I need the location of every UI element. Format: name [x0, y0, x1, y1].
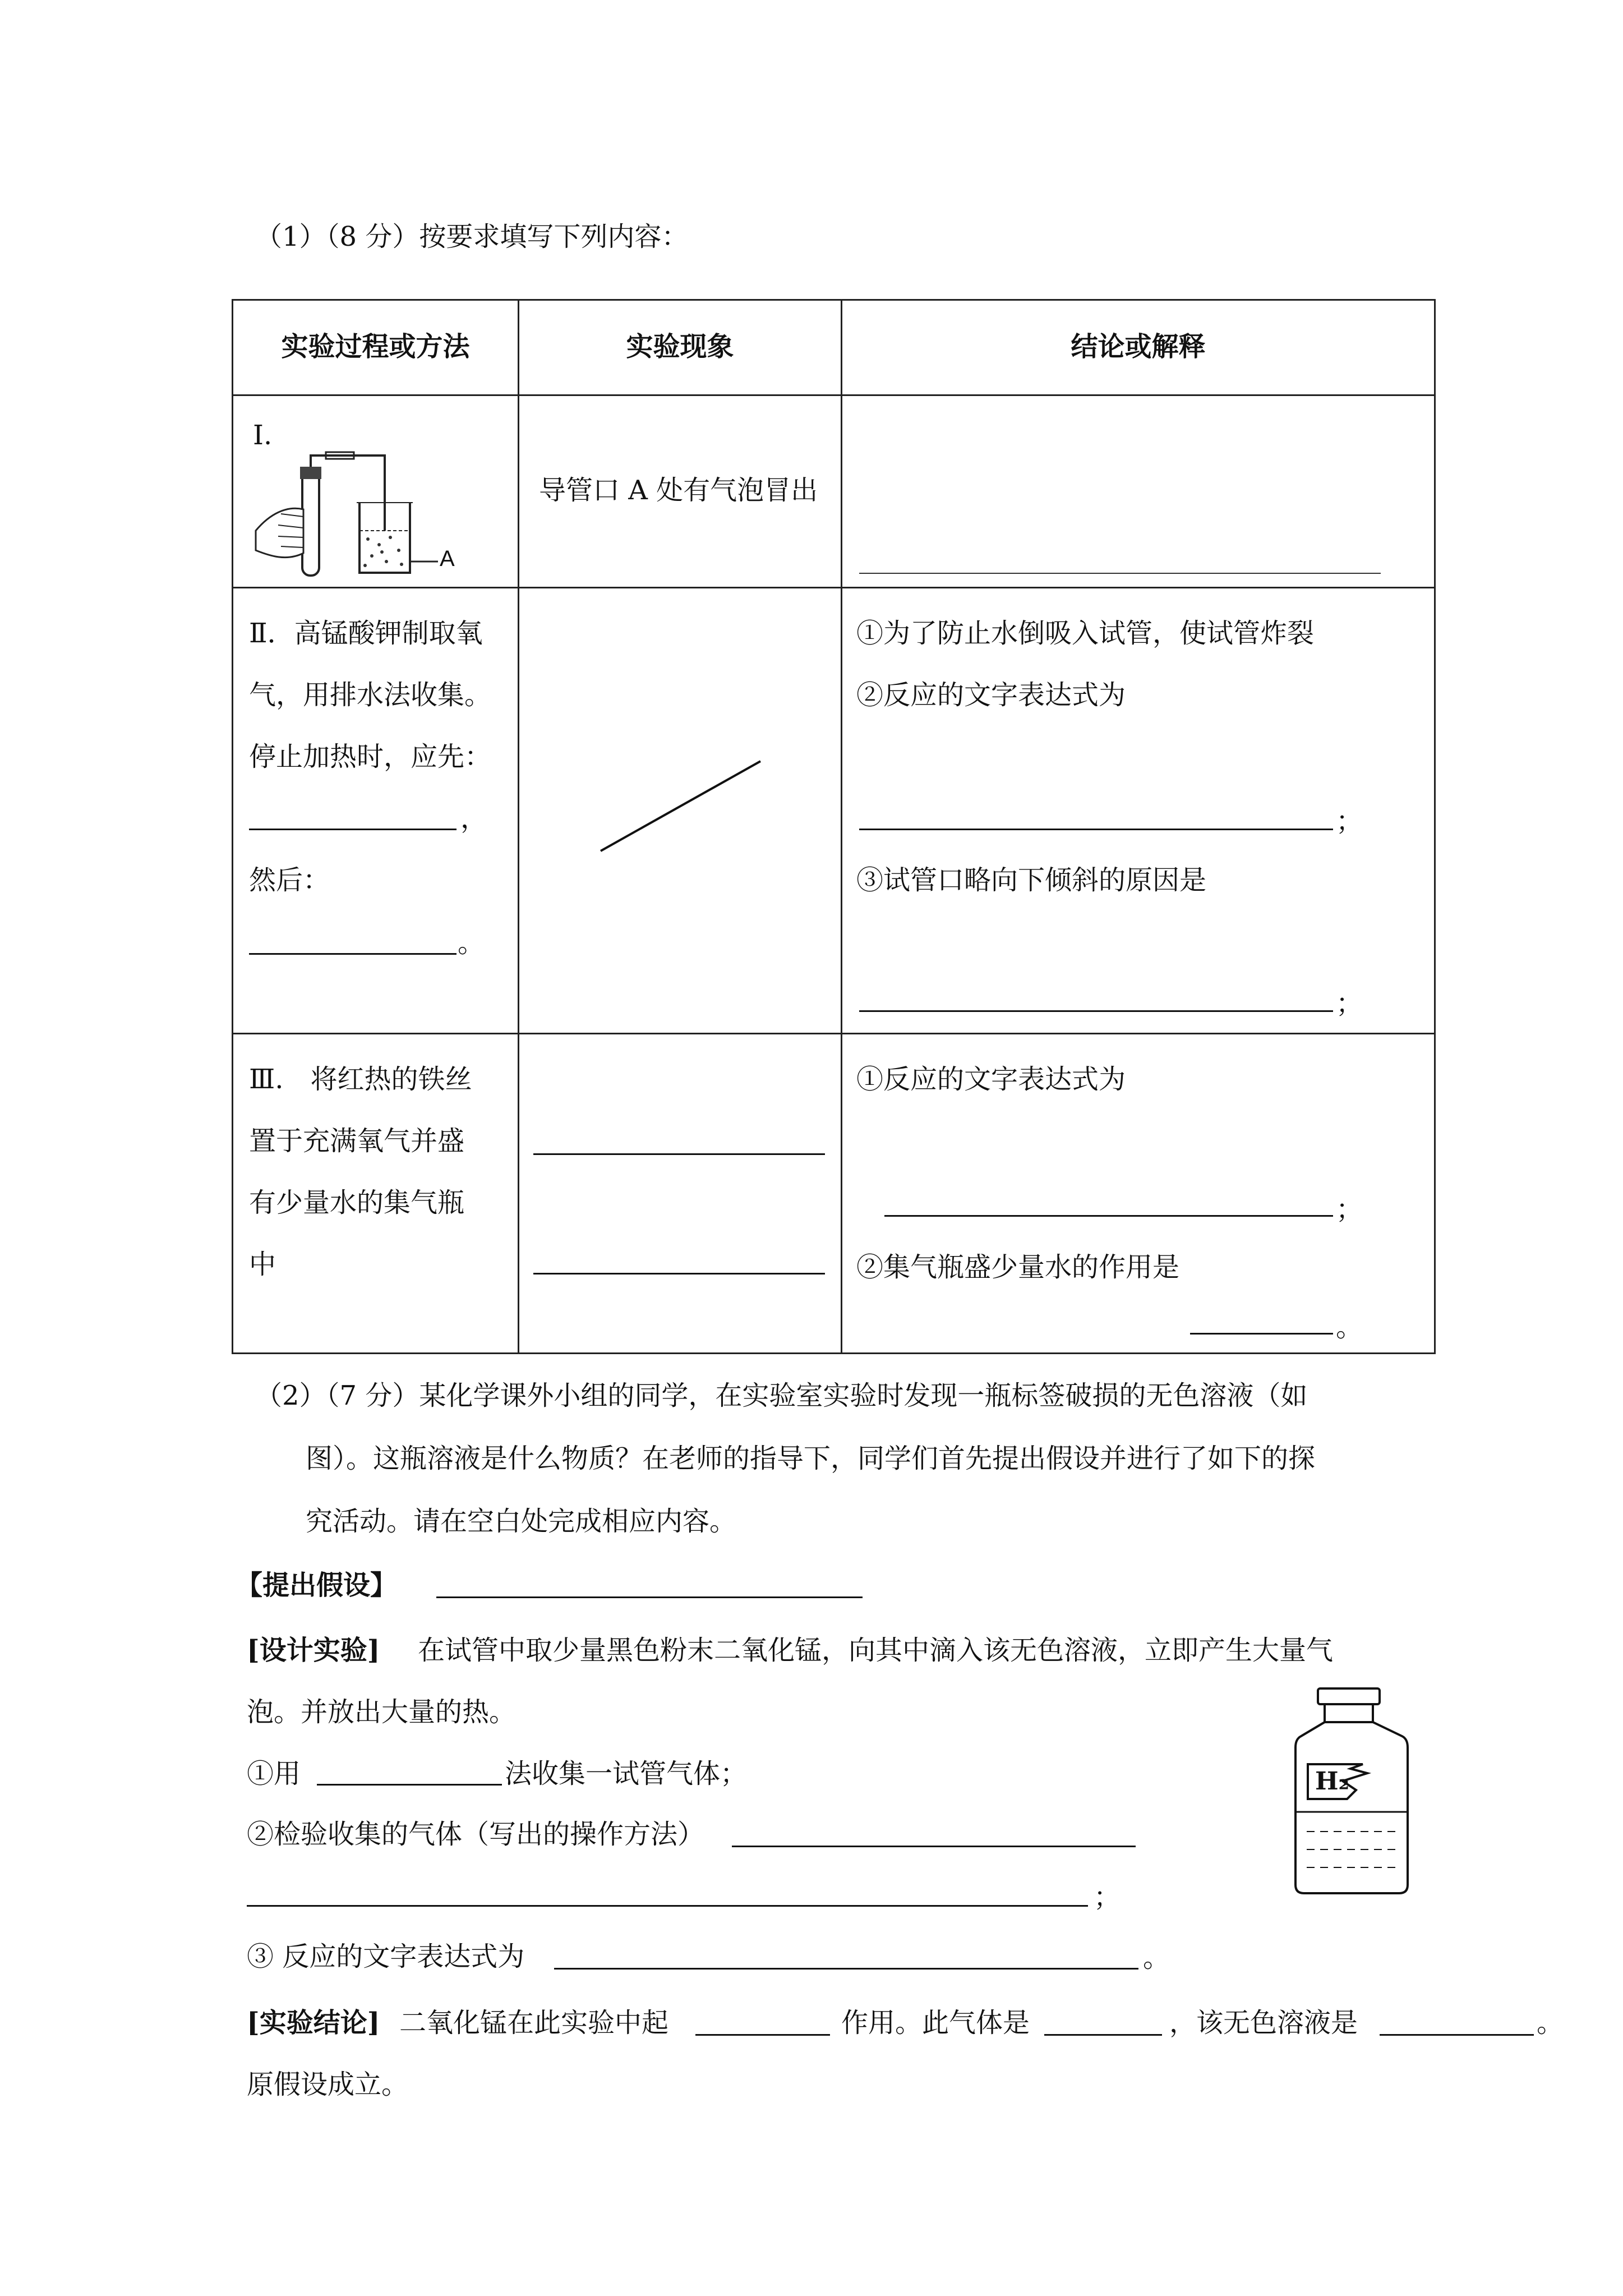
row2-period: 。 — [458, 927, 485, 959]
conclusion-part-b: 作用。此气体是 — [841, 2007, 1030, 2039]
design-text-1: 在试管中取少量黑色粉末二氧化锰，向其中滴入该无色溶液，立即产生大量气 — [418, 1635, 1334, 1666]
conclusion-label: [实验结论] — [247, 2007, 380, 2039]
design-label: [设计实验] — [247, 1635, 380, 1666]
experiment-table — [232, 299, 1436, 1354]
bottle-label-text: H₂ — [1315, 1767, 1349, 1796]
solution-name-blank[interactable] — [1380, 2034, 1534, 2036]
table-row — [233, 395, 1435, 588]
gas-test-blank-2[interactable] — [247, 1905, 1088, 1907]
hypothesis-blank[interactable] — [436, 1596, 863, 1598]
row3-equation-blank[interactable] — [884, 1215, 1333, 1217]
row2-first-step-blank[interactable] — [249, 829, 457, 830]
step1-prefix: ①用 — [247, 1758, 301, 1789]
row3-phenomenon-blank-2[interactable] — [533, 1273, 825, 1274]
row1-label: Ⅰ. — [253, 420, 273, 451]
gas-tightness-apparatus-diagram — [247, 447, 466, 581]
row1-conclusion-blank[interactable] — [859, 573, 1381, 574]
row3-method-line1: Ⅲ. 将红热的铁丝 — [249, 1064, 472, 1095]
row3-phenomenon-blank-1[interactable] — [533, 1153, 825, 1155]
row3-semicolon: ； — [1336, 1194, 1363, 1225]
row2-conclusion-line1: ①为了防止水倒吸入试管，使试管炸裂 — [856, 618, 1315, 649]
mno2-role-blank[interactable] — [695, 2034, 830, 2036]
row1-phenomenon: 导管口 A 处有气泡冒出 — [539, 475, 818, 506]
table-header-row — [233, 300, 1435, 395]
row3-conclusion-line2: ②集气瓶盛少量水的作用是 — [856, 1251, 1180, 1283]
row3-water-purpose-blank[interactable] — [1190, 1333, 1333, 1335]
hypothesis-label: 【提出假设】 — [236, 1570, 398, 1601]
part2-intro-line2: 图）。这瓶溶液是什么物质？在老师的指导下，同学们首先提出假设并进行了如下的探 — [306, 1443, 1316, 1474]
row2-method-line1: Ⅱ．高锰酸钾制取氧 — [249, 618, 483, 649]
row3-method-line4: 中 — [249, 1249, 276, 1280]
step1-suffix: 法收集一试管气体； — [505, 1758, 748, 1789]
step3-period: 。 — [1143, 1942, 1170, 1973]
row2-method-line3: 停止加热时，应先： — [249, 741, 492, 772]
row2-method-then: 然后： — [249, 864, 330, 896]
table-row — [233, 1034, 1435, 1354]
row2-reason-blank[interactable] — [859, 1010, 1333, 1012]
header-conclusion: 结论或解释 — [1071, 331, 1206, 362]
collection-method-blank[interactable] — [317, 1784, 502, 1786]
part2-intro-line1: （2）（7 分）某化学课外小组的同学，在实验室实验时发现一瓶标签破损的无色溶液（如 — [255, 1380, 1308, 1411]
row2-equation-blank[interactable] — [859, 829, 1333, 830]
conclusion-part-c: ，该无色溶液是 — [1169, 2007, 1358, 2039]
row3-conclusion-line1: ①反应的文字表达式为 — [856, 1064, 1126, 1095]
step2-text: ②检验收集的气体（写出的操作方法） — [247, 1819, 705, 1850]
row2-method-line2: 气，用排水法收集。 — [249, 679, 492, 711]
header-method: 实验过程或方法 — [281, 331, 470, 362]
row3-method-line3: 有少量水的集气瓶 — [249, 1187, 465, 1218]
header-phenomenon: 实验现象 — [626, 331, 734, 362]
gas-test-blank-1[interactable] — [732, 1846, 1136, 1847]
row2-conclusion-line2: ②反应的文字表达式为 — [856, 679, 1126, 711]
part1-heading: （1）（8 分）按要求填写下列内容： — [255, 221, 689, 252]
step2-semicolon: ； — [1094, 1881, 1121, 1913]
row3-period: 。 — [1336, 1312, 1363, 1343]
step3-text: ③ 反应的文字表达式为 — [247, 1941, 525, 1972]
row2-comma: ， — [460, 803, 488, 834]
row2-conclusion-line3: ③试管口略向下倾斜的原因是 — [856, 864, 1207, 896]
reagent-bottle-illustration — [1284, 1686, 1419, 1899]
row2-semicolon-1: ； — [1336, 806, 1363, 837]
part2-intro-line3: 究活动。请在空白处完成相应内容。 — [306, 1506, 737, 1537]
row3-method-line2: 置于充满氧气并盛 — [249, 1125, 465, 1157]
diagram-label-a: A — [440, 546, 455, 571]
row2-second-step-blank[interactable] — [249, 953, 457, 955]
step3-equation-blank[interactable] — [554, 1968, 1138, 1970]
conclusion-line2: 原假设成立。 — [247, 2069, 409, 2100]
row2-semicolon-2: ； — [1336, 988, 1363, 1019]
table-row — [233, 588, 1435, 1034]
design-text-2: 泡。并放出大量的热。 — [247, 1696, 517, 1728]
not-applicable-slash — [519, 588, 842, 1033]
conclusion-part-a: 二氧化锰在此实验中起 — [399, 2007, 669, 2039]
gas-name-blank[interactable] — [1044, 2034, 1162, 2036]
conclusion-part-d: 。 — [1537, 2007, 1564, 2039]
